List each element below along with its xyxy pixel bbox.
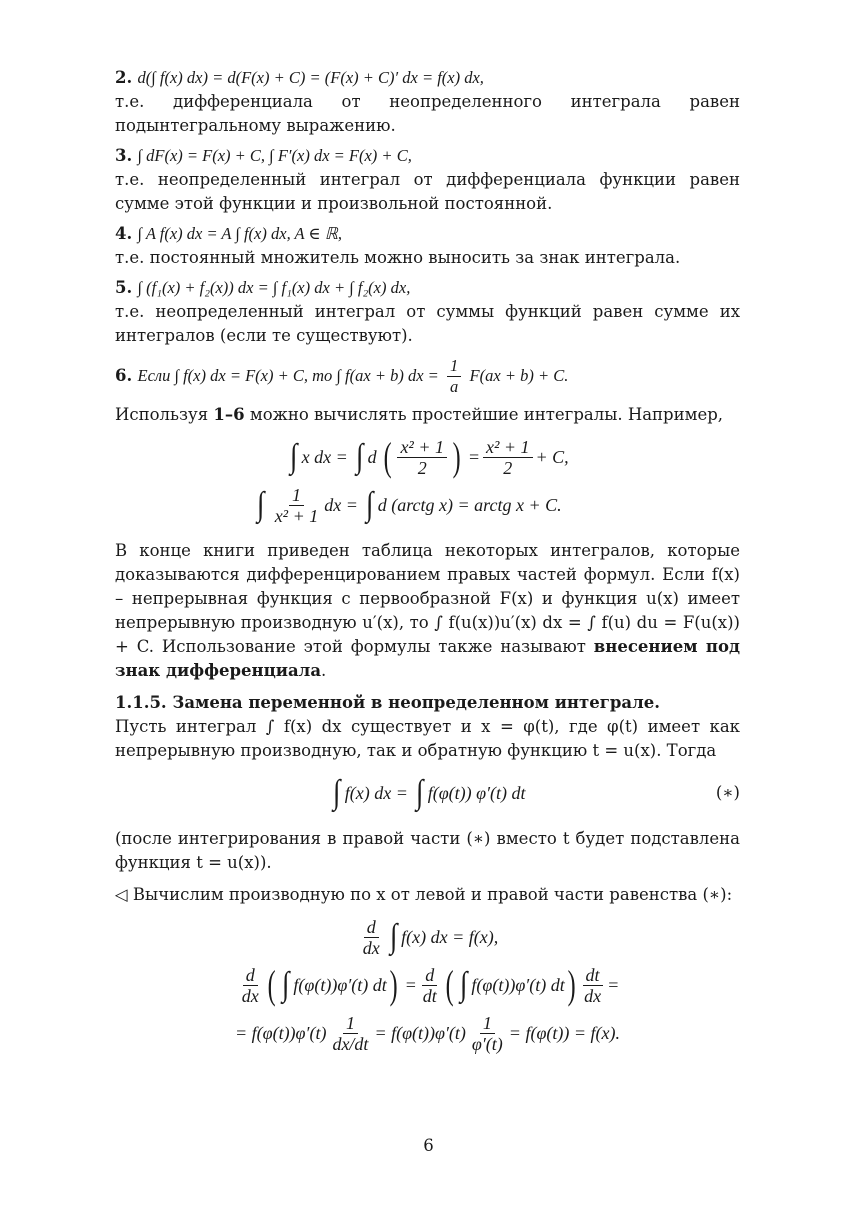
fraction-d-dx — [239, 965, 262, 1006]
property-item — [115, 66, 740, 138]
fraction-denominator: 2 — [503, 457, 513, 478]
property-formula-text: ∫ (f₁(x) + f₂(x)) dx = ∫ f₁(x) dx + ∫ f₂(x) dx, — [137, 278, 411, 297]
fraction-dt-dx — [581, 965, 604, 1006]
property-item — [115, 276, 740, 348]
example-2-lhs: dx = — [324, 495, 358, 515]
proof-inner-integrand: f(φ(t))φ′(t) dt — [293, 975, 387, 995]
proof-inner-integrand: f(φ(t))φ′(t) dt — [471, 975, 565, 995]
equals-sign: = — [467, 447, 480, 467]
example-2-rhs: d (arctg x) = arctg x + C. — [377, 495, 562, 515]
page-number: 6 — [423, 1136, 434, 1155]
property-number: 6. — [115, 366, 133, 385]
property-formula-text: ∫ dF(x) = F(x) + C, ∫ F′(x) dx = F(x) + C, — [137, 146, 412, 165]
integral-sign: ∫ — [257, 486, 265, 523]
left-paren: ( — [383, 434, 392, 479]
fraction-denominator: x² + 1 — [274, 505, 319, 526]
property-formula — [115, 222, 740, 246]
right-paren: ) — [567, 962, 576, 1007]
proof-line-2 — [115, 961, 740, 1009]
fraction-numerator: x² + 1 — [397, 437, 447, 458]
using-text-pre: Используя — [115, 405, 209, 424]
equation-tag: (∗) — [715, 783, 740, 802]
proof-line-3-part-c: = f(φ(t)) = f(x). — [508, 1023, 621, 1043]
fraction-numerator: x² + 1 — [483, 437, 533, 458]
fraction-x2plus1-over-2 — [397, 437, 447, 478]
fraction-numerator: 1 — [447, 356, 461, 377]
example-1-lhs: x dx = — [301, 447, 348, 467]
integral-sign: ∫ — [460, 966, 468, 1003]
fraction-denominator: dx — [584, 985, 602, 1006]
integral-sign: ∫ — [290, 438, 298, 475]
proof-line-3-part-a: = f(φ(t))φ′(t) — [234, 1023, 327, 1043]
fraction-1-over-dxdt — [329, 1013, 371, 1054]
property-formula-text: ∫ A f(x) dx = A ∫ f(x) dx, A ∈ ℝ, — [137, 224, 342, 243]
fraction-denominator: dt — [422, 985, 437, 1006]
property-explanation: т.е. неопределенный интеграл от дифференциала функции равен сумме этой функции и произвольной постоянной. — [115, 170, 740, 213]
integral-sign: ∫ — [416, 774, 424, 811]
integral-table-paragraph — [115, 539, 740, 683]
proof-formulas — [115, 913, 740, 1057]
proof-line-3 — [115, 1009, 740, 1057]
property-number: 5. — [115, 278, 133, 297]
using-paragraph — [115, 403, 740, 427]
fraction-1-over-a — [447, 356, 461, 397]
example-formula-2 — [75, 481, 740, 529]
substitution-lhs: f(x) dx = — [344, 783, 408, 803]
fraction-denominator: 2 — [417, 457, 427, 478]
fraction-x2plus1-over-2 — [483, 437, 533, 478]
property-number: 4. — [115, 224, 133, 243]
properties-list — [115, 66, 740, 348]
property-explanation: т.е. неопределенный интеграл от суммы функций равен сумме их интегралов (если те существуют). — [115, 302, 740, 345]
fraction-denominator: dx — [362, 937, 380, 958]
example-1-rhs: + C, — [535, 447, 569, 467]
property-formula-text: d(∫ f(x) dx) = d(F(x) + C) = (F(x) + C)′ dx = f(x) dx, — [137, 68, 484, 87]
fraction-denominator: φ′(t) — [471, 1033, 503, 1054]
fraction-denominator: a — [450, 377, 459, 396]
property-formula — [115, 276, 740, 300]
property-explanation: т.е. постоянный множитель можно выносить за знак интеграла. — [115, 248, 681, 267]
substitution-formula — [115, 769, 740, 817]
integral-sign: ∫ — [356, 438, 364, 475]
property-formula — [115, 144, 740, 168]
left-paren: ( — [445, 962, 454, 1007]
fraction-numerator: 1 — [289, 485, 304, 506]
right-paren: ) — [389, 962, 398, 1007]
table-paragraph-end: . — [321, 661, 327, 680]
section-title: 1.1.5. Замена переменной в неопределенном интеграле. — [115, 693, 660, 712]
fraction-1-over-x2plus1 — [272, 485, 322, 526]
property-6-formula-right: F(ax + b) + C. — [469, 366, 569, 385]
page-body — [115, 66, 740, 1067]
substitution-rhs: f(φ(t)) φ′(t) dt — [427, 783, 526, 803]
substitution-formula-line — [115, 769, 740, 817]
right-paren: ) — [452, 434, 461, 479]
property-number: 2. — [115, 68, 133, 87]
fraction-1-over-phiprime — [469, 1013, 506, 1054]
fraction-numerator: d — [422, 965, 437, 986]
differential-d: d — [367, 447, 377, 467]
fraction-denominator: dx/dt — [332, 1033, 369, 1054]
fraction-numerator: d — [243, 965, 258, 986]
table-paragraph-bold: внесением под знак дифференциала — [115, 637, 740, 680]
property-item — [115, 144, 740, 216]
table-paragraph-text: В конце книги приведен таблица некоторых интегралов, которые доказываются дифференцированием правых частей формул. Если f(x) – непрерывная функция с первообразной F(x) и функция u(x) имеет непрерывную производную u′(x), то ∫ f(u(x))u′(x) dx = ∫ f(u) du = F(u(x)) + C. Использование этой формулы также называют — [115, 541, 740, 656]
left-paren: ( — [267, 962, 276, 1007]
section-paragraph: Пусть интеграл ∫ f(x) dx существует и x = φ(t), где φ(t) имеет как непрерывную производную, так и обратную функцию t = u(x). Тогда — [115, 717, 740, 760]
property-explanation: т.е. дифференциала от неопределенного интеграла равен подынтегральному выражению. — [115, 92, 740, 135]
equals-sign: = — [607, 975, 620, 995]
fraction-denominator: dx — [241, 985, 259, 1006]
fraction-numerator: 1 — [480, 1013, 495, 1034]
property-6 — [115, 356, 740, 397]
fraction-numerator: d — [364, 917, 379, 938]
using-text-post: можно вычислять простейшие интегралы. Например, — [249, 405, 724, 424]
fraction-numerator: 1 — [343, 1013, 358, 1034]
fraction-numerator: dt — [583, 965, 603, 986]
property-6-formula-left: Если ∫ f(x) dx = F(x) + C, то ∫ f(ax + b) dx = — [137, 366, 439, 385]
integral-sign: ∫ — [389, 918, 398, 955]
integral-sign: ∫ — [282, 966, 290, 1003]
after-star-paragraph: (после интегрирования в правой части (∗) вместо t будет подставлена функция t = u(x)). — [115, 829, 740, 872]
fraction-d-dx — [360, 917, 383, 958]
using-text-bold: 1–6 — [213, 405, 245, 424]
property-formula — [115, 66, 740, 90]
example-formulas — [115, 433, 740, 529]
property-number: 3. — [115, 146, 133, 165]
property-item — [115, 222, 740, 270]
integral-sign: ∫ — [366, 486, 374, 523]
fraction-d-dt — [420, 965, 440, 1006]
integral-sign: ∫ — [333, 774, 341, 811]
proof-line-1-text: f(x) dx = f(x), — [401, 927, 499, 947]
equals-sign: = — [404, 975, 417, 995]
example-formula-1 — [115, 433, 740, 481]
proof-line-3-part-b: = f(φ(t))φ′(t) — [374, 1023, 466, 1043]
proof-line-1 — [115, 913, 740, 961]
proof-intro: ◁ Вычислим производную по x от левой и правой части равенства (∗): — [115, 885, 733, 904]
